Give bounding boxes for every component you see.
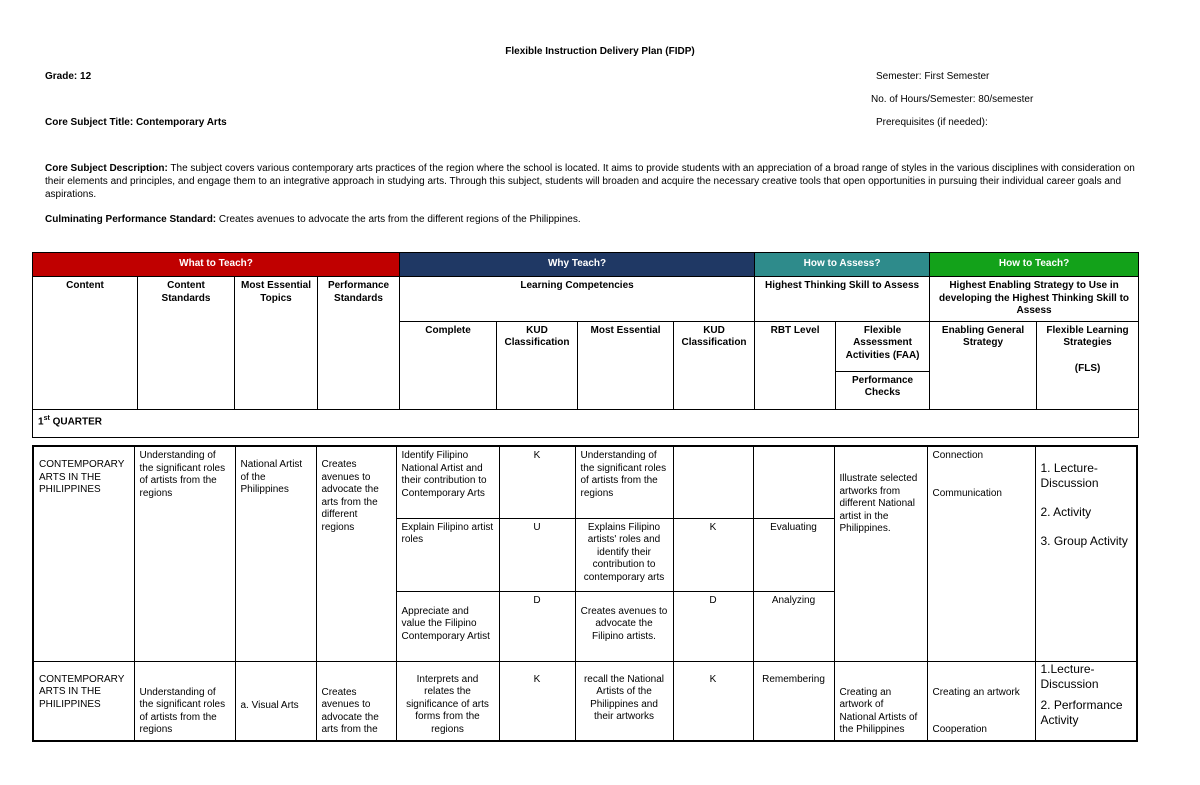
fls-header-abbr: (FLS) xyxy=(1074,362,1101,374)
kud-header-1: KUD Classification xyxy=(497,321,578,409)
semester-text: Semester: First Semester xyxy=(876,71,990,82)
kud-header-2: KUD Classification xyxy=(674,321,755,409)
fls-item-2: 2. Activity xyxy=(1040,505,1092,519)
how-to-teach-band: How to Teach? xyxy=(930,253,1139,277)
subject-title-line xyxy=(45,116,227,129)
why-teach-band: Why Teach? xyxy=(400,253,755,277)
quarter-label: 1st QUARTER xyxy=(33,409,1139,437)
how-to-assess-band: How to Assess? xyxy=(755,253,930,277)
content-standards-header: Content Standards xyxy=(138,277,235,410)
faa-cell: Illustrate selected artworks from different National artist in the Philippines. xyxy=(834,446,927,661)
faa-header: Flexible Assessment Activities (FAA) xyxy=(836,321,930,371)
content-header: Content xyxy=(33,277,138,410)
most-essential-topics-header: Most Essential Topics xyxy=(235,277,318,410)
enabling-strategy-2: Communication xyxy=(932,487,1002,499)
rbt-cell xyxy=(753,446,834,518)
grade-line xyxy=(45,70,91,83)
hours-text: No. of Hours/Semester: 80/semester xyxy=(871,94,1034,105)
kud-cell: U xyxy=(499,518,575,591)
grade-label: Grade: xyxy=(45,71,78,82)
performance-standard-cell: Creates avenues to advocate the arts from the xyxy=(316,661,396,741)
performance-standards-header: Performance Standards xyxy=(318,277,400,410)
fls-header xyxy=(1037,321,1139,409)
subject-title-value: Contemporary Arts xyxy=(135,117,227,128)
fls-header-label: Flexible Learning Strategies xyxy=(1046,324,1129,348)
learning-competencies-header: Learning Competencies xyxy=(400,277,755,322)
performance-checks-header: Performance Checks xyxy=(836,371,930,409)
enabling-strategy-cell xyxy=(927,661,1035,741)
fls-cell xyxy=(1035,661,1137,741)
rbt-level-header: RBT Level xyxy=(755,321,836,409)
kud2-cell: K xyxy=(673,661,753,741)
competency-essential-cell: Explains Filipino artists' roles and identify their contribution to contemporary arts xyxy=(575,518,673,591)
kud-cell: D xyxy=(499,591,575,661)
topic-cell: National Artist of the Philippines xyxy=(235,446,316,661)
table-row xyxy=(33,661,1137,741)
most-essential-header: Most Essential xyxy=(578,321,674,409)
prerequisites-text: Prerequisites (if needed): xyxy=(876,117,988,128)
content-cell: CONTEMPORARY ARTS IN THE PHILIPPINES xyxy=(33,446,134,661)
plan-table xyxy=(32,445,1138,742)
complete-header: Complete xyxy=(400,321,497,409)
kud-cell: K xyxy=(499,446,575,518)
subject-title-label: Core Subject Title: xyxy=(45,117,134,128)
competency-complete-cell: Identify Filipino National Artist and their contribution to Contemporary Arts xyxy=(396,446,499,518)
fls-item-1: 1.Lecture-Discussion xyxy=(1040,661,1099,691)
kud2-cell: K xyxy=(673,518,753,591)
enabling-strategy-1: Creating an artwork xyxy=(932,686,1020,698)
highest-enabling-header: Highest Enabling Strategy to Use in developing the Highest Thinking Skill to Assess xyxy=(930,277,1139,322)
fls-item-3: 3. Group Activity xyxy=(1040,534,1128,548)
competency-complete-cell: Explain Filipino artist roles xyxy=(396,518,499,591)
competency-complete-cell: Appreciate and value the Filipino Contemporary Artist xyxy=(396,591,499,661)
description-label: Core Subject Description: xyxy=(45,163,168,174)
kud2-cell xyxy=(673,446,753,518)
faa-cell: Creating an artwork of National Artists of the Philippines xyxy=(834,661,927,741)
competency-essential-cell: Creates avenues to advocate the Filipino artists. xyxy=(575,591,673,661)
kud-cell: K xyxy=(499,661,575,741)
competency-essential-cell: Understanding of the significant roles of artists from the regions xyxy=(575,446,673,518)
fls-item-1: 1. Lecture-Discussion xyxy=(1040,461,1099,490)
header-table xyxy=(32,252,1139,438)
table-row xyxy=(33,446,1137,518)
competency-essential-cell: recall the National Artists of the Philippines and their artworks xyxy=(575,661,673,741)
performance-standard-cell: Creates avenues to advocate the arts from the different regions xyxy=(316,446,396,661)
content-standard-cell: Understanding of the significant roles of artists from the regions xyxy=(134,661,235,741)
rbt-cell: Remembering xyxy=(753,661,834,741)
enabling-general-strategy-header: Enabling General Strategy xyxy=(930,321,1037,409)
enabling-strategy-cell xyxy=(927,446,1035,661)
highest-thinking-header: Highest Thinking Skill to Assess xyxy=(755,277,930,322)
rbt-cell: Analyzing xyxy=(753,591,834,661)
description-text: The subject covers various contemporary arts practices of the region where the school is located. It aims to provide students with an appreciation of a broad range of styles in the various disciplines with consideration on their elements and principles, and engage them to an integrative approach in studying arts. Through this subject, students will broaden and acquire the necessary creative tools that open opportunities in pursuing their individual career goals and aspirations. xyxy=(45,163,1135,200)
grade-value: 12 xyxy=(80,71,92,82)
culminating-label: Culminating Performance Standard: xyxy=(45,214,217,225)
fls-item-2: 2. Performance Activity xyxy=(1040,697,1123,727)
fls-cell xyxy=(1035,446,1137,661)
rbt-cell: Evaluating xyxy=(753,518,834,591)
what-to-teach-band: What to Teach? xyxy=(33,253,400,277)
enabling-strategy-2: Cooperation xyxy=(932,724,987,735)
topic-cell: a. Visual Arts xyxy=(235,661,316,741)
content-standard-cell: Understanding of the significant roles of artists from the regions xyxy=(134,446,235,661)
document-title: Flexible Instruction Delivery Plan (FIDP) xyxy=(505,46,695,57)
competency-complete-cell: Interprets and relates the significance of arts forms from the regions xyxy=(396,661,499,741)
content-cell: CONTEMPORARY ARTS IN THE PHILIPPINES xyxy=(33,661,134,741)
culminating-standard xyxy=(45,213,1145,226)
kud2-cell: D xyxy=(673,591,753,661)
enabling-strategy-1: Connection xyxy=(932,450,984,461)
culminating-text: Creates avenues to advocate the arts from the different regions of the Philippines. xyxy=(218,214,581,225)
subject-description xyxy=(45,162,1155,201)
